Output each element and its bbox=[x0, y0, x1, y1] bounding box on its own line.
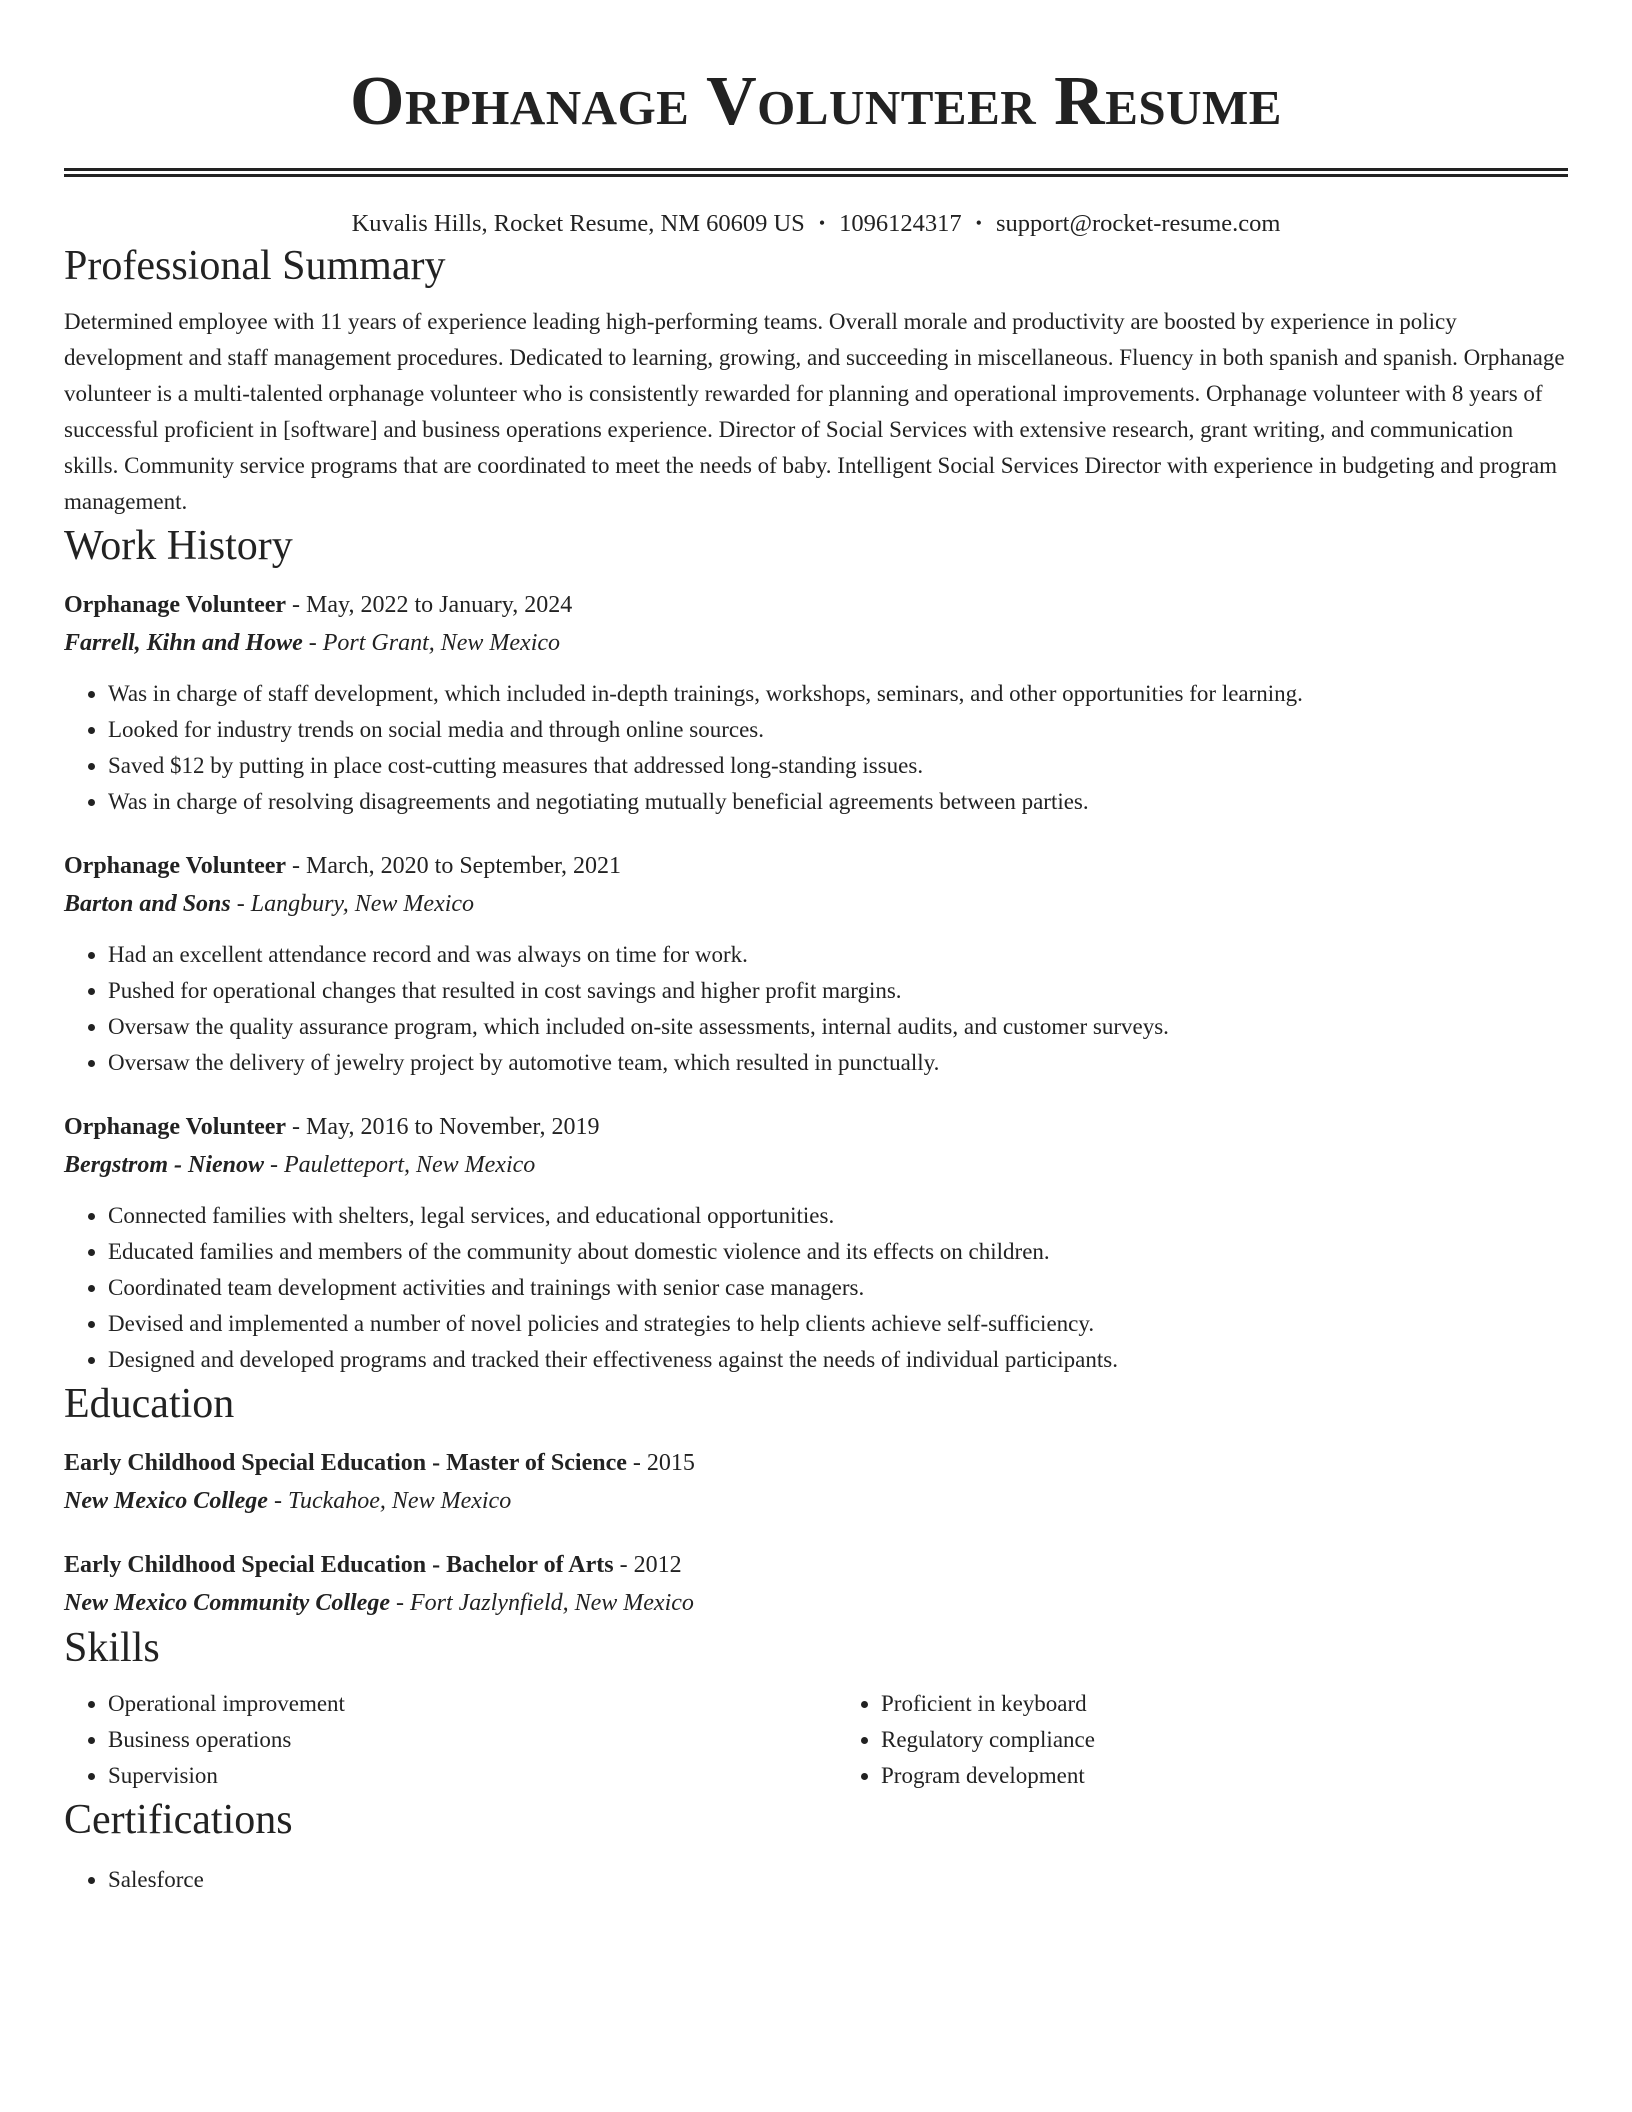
job-bullet: • Oversaw the delivery of jewelry project by automotive team, which resulted in punctually. bbox=[108, 1045, 1568, 1081]
education-location: - Tuckahoe, New Mexico bbox=[267, 1488, 512, 1514]
contact-email: support@rocket-resume.com bbox=[995, 210, 1281, 237]
job-entry bbox=[64, 586, 1568, 820]
certifications-heading: Certifications bbox=[64, 1797, 293, 1843]
job-bullet: • Had an excellent attendance record and was always on time for work. bbox=[108, 937, 1568, 973]
job-dates: - May, 2022 to January, 2024 bbox=[286, 592, 573, 618]
education-degree: Early Childhood Special Education - Master of Science bbox=[64, 1450, 627, 1476]
job-title-line bbox=[64, 1108, 1568, 1146]
resume-page bbox=[64, 0, 1568, 1898]
education-school: New Mexico College bbox=[64, 1488, 268, 1514]
summary-text: Determined employee with 11 years of experience leading high-performing teams. Overall morale and productivity are boosted by experience in policy development and staff management procedures. Dedicated to learning, growing, and succeeding in miscellaneous. Fluency in both spanish and spanish. Orphanage volunteer is a multi-talented orphanage volunteer who is consistently rewarded for planning and operational improvements. Orphanage volunteer with 8 years of successful proficient in [software] and business operations experience. Director of Social Services with extensive research, grant writing, and communication skills. Community service programs that are coordinated to meet the needs of baby. Intelligent Social Services Director with experience in budgeting and program management. bbox=[64, 309, 1565, 514]
job-company: Farrell, Kihn and Howe bbox=[64, 630, 303, 656]
certifications-section bbox=[64, 1862, 1568, 1898]
job-dates: - May, 2016 to November, 2019 bbox=[286, 1114, 600, 1140]
education-degree-line bbox=[64, 1444, 1568, 1482]
job-title: Orphanage Volunteer bbox=[64, 1114, 287, 1140]
job-entry bbox=[64, 1108, 1568, 1378]
education-location: - Fort Jazlynfield, New Mexico bbox=[389, 1590, 694, 1616]
skills-heading: Skills bbox=[64, 1625, 160, 1671]
job-bullet: • Looked for industry trends on social media and through online sources. bbox=[108, 712, 1568, 748]
contact-phone: 1096124317 bbox=[839, 210, 962, 237]
education-year: - 2015 bbox=[626, 1450, 695, 1476]
skill-item: • Regulatory compliance bbox=[881, 1722, 1568, 1758]
job-bullet: • Educated families and members of the community about domestic violence and its effects on children. bbox=[108, 1234, 1568, 1270]
education-degree-line bbox=[64, 1546, 1568, 1584]
skill-item: • Operational improvement bbox=[108, 1686, 795, 1722]
job-bullet: • Pushed for operational changes that resulted in cost savings and higher profit margins. bbox=[108, 973, 1568, 1009]
education-school-line bbox=[64, 1482, 1568, 1520]
job-bullet: • Designed and developed programs and tracked their effectiveness against the needs of individual participants. bbox=[108, 1342, 1568, 1378]
job-bullet: • Devised and implemented a number of novel policies and strategies to help clients achieve self-sufficiency. bbox=[108, 1306, 1568, 1342]
skills-list bbox=[64, 1686, 1568, 1794]
education-entry bbox=[64, 1444, 1568, 1520]
job-company-line bbox=[64, 624, 1568, 662]
education-school: New Mexico Community College bbox=[64, 1590, 390, 1616]
contact-address: Kuvalis Hills, Rocket Resume, NM 60609 US bbox=[351, 210, 805, 237]
skills-column-left bbox=[64, 1686, 795, 1794]
education-heading: Education bbox=[64, 1381, 235, 1427]
job-title: Orphanage Volunteer bbox=[64, 853, 287, 879]
skill-item: • Proficient in keyboard bbox=[881, 1686, 1568, 1722]
job-title-line bbox=[64, 586, 1568, 624]
job-location: - Pauletteport, New Mexico bbox=[264, 1152, 536, 1178]
job-company: Barton and Sons bbox=[64, 891, 231, 917]
education-school-line bbox=[64, 1584, 1568, 1622]
contact-line bbox=[64, 207, 1568, 240]
job-bullets bbox=[64, 1198, 1568, 1378]
contact-separator: • bbox=[818, 213, 826, 233]
certification-item: • Salesforce bbox=[108, 1862, 1568, 1898]
job-company-line bbox=[64, 1146, 1568, 1184]
job-title: Orphanage Volunteer bbox=[64, 592, 287, 618]
job-bullets bbox=[64, 676, 1568, 820]
education-degree: Early Childhood Special Education - Bachelor of Arts bbox=[64, 1552, 614, 1578]
skill-item: • Supervision bbox=[108, 1758, 795, 1794]
job-company: Bergstrom - Nienow bbox=[64, 1152, 265, 1178]
job-dates: - March, 2020 to September, 2021 bbox=[286, 853, 621, 879]
job-entry bbox=[64, 847, 1568, 1081]
work-history-heading: Work History bbox=[64, 523, 293, 569]
job-bullet: • Saved $12 by putting in place cost-cutting measures that addressed long-standing issues. bbox=[108, 748, 1568, 784]
skill-item: • Program development bbox=[881, 1758, 1568, 1794]
job-company-line bbox=[64, 885, 1568, 923]
education-year: - 2012 bbox=[613, 1552, 682, 1578]
resume-title: Orphanage Volunteer Resume bbox=[350, 63, 1282, 140]
skills-column-right bbox=[795, 1686, 1568, 1794]
job-bullet: • Connected families with shelters, legal services, and educational opportunities. bbox=[108, 1198, 1568, 1234]
job-title-line bbox=[64, 847, 1568, 885]
contact-separator: • bbox=[975, 213, 982, 233]
education-entry bbox=[64, 1546, 1568, 1622]
job-bullet: • Oversaw the quality assurance program, which included on-site assessments, internal audits, and customer surveys. bbox=[108, 1009, 1568, 1045]
job-location: - Port Grant, New Mexico bbox=[302, 630, 561, 656]
certifications-list bbox=[64, 1862, 1568, 1898]
summary-heading: Professional Summary bbox=[64, 243, 446, 289]
job-location: - Langbury, New Mexico bbox=[230, 891, 475, 917]
job-bullet: • Was in charge of resolving disagreements and negotiating mutually beneficial agreements between parties. bbox=[108, 784, 1568, 820]
title-double-rule bbox=[64, 168, 1568, 177]
job-bullet: • Was in charge of staff development, which included in-depth trainings, workshops, seminars, and other opportunities for learning. bbox=[108, 676, 1568, 712]
job-bullet: • Coordinated team development activities and trainings with senior case managers. bbox=[108, 1270, 1568, 1306]
skill-item: • Business operations bbox=[108, 1722, 795, 1758]
job-bullets bbox=[64, 937, 1568, 1081]
